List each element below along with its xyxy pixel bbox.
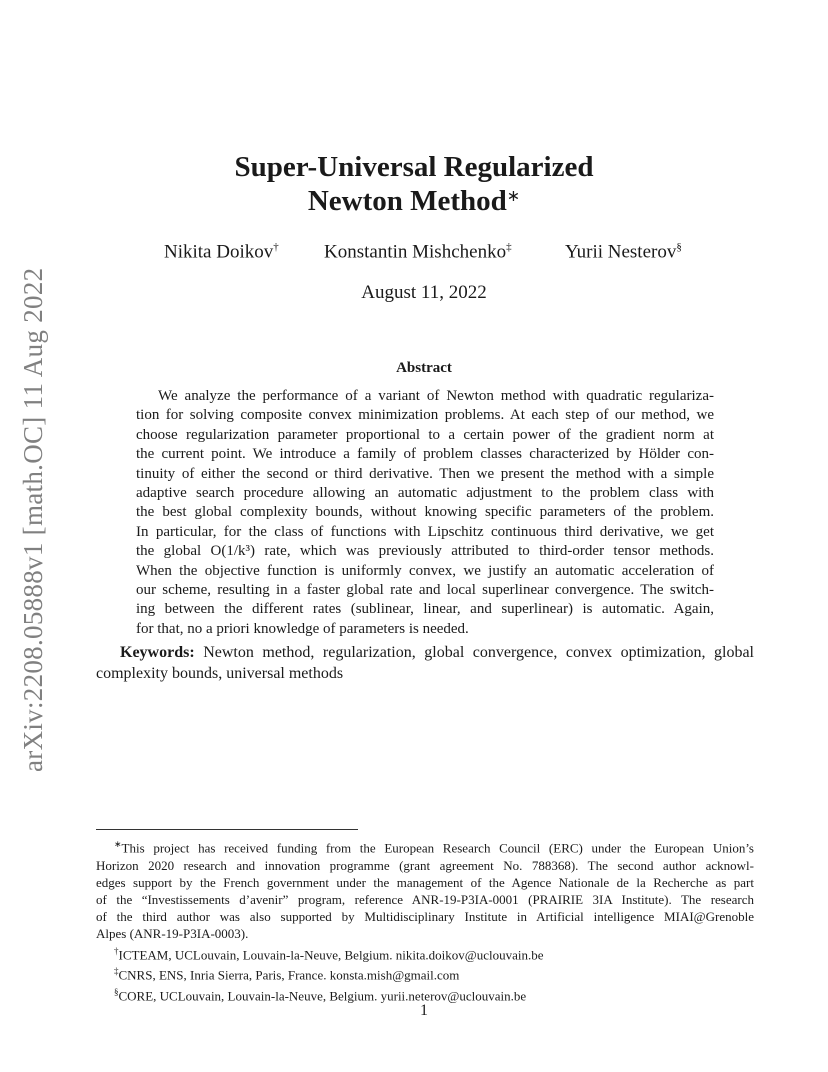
abstract-line: tinuity of either the second or third derivative. Then we present the method with a simple (136, 465, 714, 482)
author-3-name: Yurii Nesterov (565, 241, 677, 263)
footnote-funding-line: edges support by the French government under the management of the Agence Nationale de la Recherche as part (96, 874, 754, 890)
title-line-2-text: Newton Method (307, 185, 507, 217)
abstract-line: ing between the different rates (sublinear, linear, and superlinear) is automatic. Again, (136, 601, 714, 618)
footnote-funding-line: Horizon 2020 research and innovation programme (grant agreement No. 788368). The second author acknowl- (96, 857, 754, 873)
paper-title (0, 150, 828, 218)
footnotes (96, 836, 754, 1004)
abstract-line: We analyze the performance of a variant of Newton method with quadratic regulariza- (158, 388, 714, 404)
footnote-affiliation-2-text: CNRS, ENS, Inria Sierra, Paris, France. konsta.mish@gmail.com (118, 967, 460, 983)
abstract-heading: Abstract (396, 360, 452, 376)
paper-date: August 11, 2022 (361, 282, 487, 303)
abstract-line: the global O(1/k³) rate, which was previously attributed to third-order tensor methods. (136, 543, 714, 560)
footnote-affiliation-2 (96, 963, 754, 984)
author-2-name: Konstantin Mishchenko (324, 241, 507, 263)
keywords-text-1: Newton method, regularization, global convergence, convex optimization, global (203, 644, 754, 661)
footnote-funding-line: of the third author was also supported by Multidisciplinary Institute in Artificial intelligence MIAI@Grenoble (96, 909, 754, 925)
author-2 (324, 241, 512, 263)
footnote-affiliation-1-mark: † (114, 945, 119, 956)
author-1-name: Nikita Doikov (164, 241, 274, 263)
footnote-affiliation-1-text: ICTEAM, UCLouvain, Louvain-la-Neuve, Belgium. nikita.doikov@uclouvain.be (118, 946, 544, 962)
author-1-mark: † (273, 241, 279, 253)
footnote-rule (96, 829, 358, 830)
keywords-line-1 (96, 642, 754, 663)
arxiv-identifier: arXiv:2208.05888v1 [math.OC] 11 Aug 2022 (18, 267, 48, 772)
footnote-affiliation-1 (96, 943, 754, 964)
abstract-line: for that, no a priori knowledge of parameters is needed. (136, 620, 469, 637)
footnote-affiliation-3-mark: § (114, 986, 119, 997)
author-3 (565, 241, 682, 263)
footnote-affiliation-3-text: CORE, UCLouvain, Louvain-la-Neuve, Belgium. yurii.neterov@uclouvain.be (118, 987, 527, 1003)
title-line-2 (0, 184, 828, 218)
footnote-affiliation-2-mark: ‡ (114, 966, 119, 977)
title-line-1: Super-Universal Regularized (234, 151, 594, 183)
author-3-mark: § (676, 241, 682, 253)
footnote-funding-line: Alpes (ANR-19-P3IA-0003). (96, 926, 249, 942)
abstract-line: adaptive search procedure allowing an automatic adjustment to the problem class with (136, 485, 714, 502)
abstract-line: When the objective function is uniformly convex, we justify an automatic acceleration of (136, 562, 714, 579)
abstract-body (136, 387, 714, 639)
title-footnote-mark: ∗ (506, 188, 521, 205)
keywords-line-2: complexity bounds, universal methods (96, 665, 344, 682)
author-1 (164, 241, 279, 263)
keywords-section (96, 642, 754, 684)
footnote-funding-text: This project has received funding from the European Research Council (ERC) under the European Union’s (121, 840, 754, 856)
abstract-line: tion for solving composite convex minimization problems. At each step of our method, we (136, 407, 714, 424)
footnote-funding-line: of the “Investissements d’avenir” program, reference ANR-19-P3IA-0001 (PRAIRIE 3IA Institute). The research (96, 891, 754, 907)
abstract-line: our scheme, resulting in a faster global rate and local superlinear convergence. The switch- (136, 582, 714, 599)
abstract-line: the best global complexity bounds, without knowing specific parameters of the problem. (136, 504, 714, 521)
abstract-line: In particular, for the class of functions with Lipschitz continuous third derivative, we get (136, 523, 714, 540)
page-number: 1 (420, 1002, 428, 1019)
footnote-funding-mark: ∗ (114, 839, 122, 849)
abstract-line: choose regularization parameter proportional to a certain power of the gradient norm at (136, 426, 714, 443)
keywords-label: Keywords: (120, 644, 195, 661)
author-2-mark: ‡ (506, 241, 512, 253)
footnote-funding-line (96, 836, 754, 857)
abstract-line: the current point. We introduce a family of problem classes characterized by Hölder con- (136, 446, 714, 463)
